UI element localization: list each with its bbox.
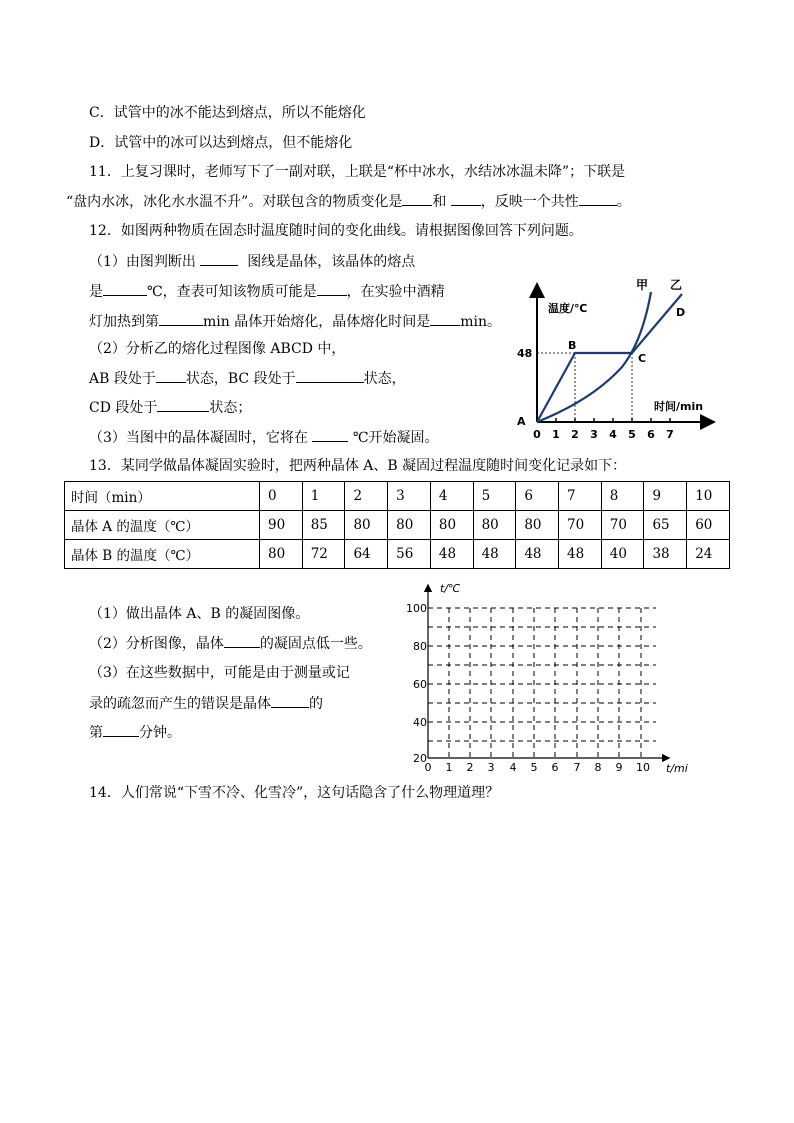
q13-p3-text-e: 分钟。 (139, 725, 181, 741)
q12-p1-text-d: ℃，查表可知该物质可能是 (147, 284, 317, 300)
q13-grid-lines (428, 608, 656, 758)
q13-blank-lower-crystal[interactable] (224, 633, 260, 648)
q13-y-tick: 100 (406, 602, 427, 615)
q13-p3-text-d: 第 (89, 725, 103, 741)
q13-answer-grid[interactable] (400, 580, 696, 776)
q12-p3-text-a: （3）当图中的晶体凝固时，它将在 (89, 430, 308, 446)
q12-blank-duration[interactable] (430, 311, 460, 326)
table-cell: 80 (430, 511, 473, 540)
q12-x-tick: 6 (647, 428, 655, 441)
q13-blank-crystal[interactable] (271, 693, 309, 708)
q13-x-tick: 1 (445, 761, 453, 774)
q12-p1-text-g: min 晶体开始熔化，晶体熔化时间是 (203, 314, 431, 330)
q13-y-tick: 20 (413, 752, 427, 765)
q12-p2-text-f: 状态； (209, 400, 252, 416)
table-cell: 90 (260, 511, 303, 540)
table-row (65, 511, 730, 540)
table-cell: 3 (388, 482, 431, 511)
q13-stem: 13．某同学做晶体凝固实验时，把两种晶体 A、B 凝固过程温度随时间变化记录如下： (89, 458, 627, 474)
q13-part3-line3 (89, 722, 181, 743)
q12-x-tick: 7 (666, 428, 674, 441)
table-cell: 40 (601, 540, 644, 569)
q12-p1-text-h: min。 (460, 314, 502, 330)
table-cell: 85 (302, 511, 345, 540)
q13-p2-text-b: 的凝固点低一些。 (259, 636, 372, 652)
q13-grid-xlabel: t/mi (666, 762, 688, 775)
q12-part3 (89, 427, 439, 448)
q12-p1-text-b: 图线是晶体，该晶体的熔点 (247, 254, 416, 270)
table-cell: 4 (430, 482, 473, 511)
q12-blank-cd[interactable] (157, 397, 209, 412)
q12-part2-line1: （2）分析乙的熔化过程图像 ABCD 中， (89, 341, 346, 357)
table-cell: 1 (302, 482, 345, 511)
table-cell: 80 (516, 511, 559, 540)
table-cell: 7 (559, 482, 602, 511)
q12-p1-text-c: 是 (89, 284, 103, 300)
q12-x-tick: 3 (590, 428, 598, 441)
q12-part1-line2 (89, 281, 445, 302)
q13-p3-text-c: 的 (309, 696, 323, 712)
table-cell: 48 (516, 540, 559, 569)
table-cell: 60 (687, 511, 730, 540)
q12-blank-ab[interactable] (156, 368, 186, 383)
table-cell: 70 (559, 511, 602, 540)
q12-p2-text-d: 状态， (363, 371, 406, 387)
q13-x-tick: 6 (551, 761, 559, 774)
q13-x-tick: 7 (573, 761, 581, 774)
q12-blank-freeze-temp[interactable] (312, 427, 348, 442)
table-row (65, 482, 730, 511)
q12-stem: 12．如图两种物质在固态时温度随时间的变化曲线。请根据图像回答下列问题。 (89, 223, 583, 239)
q13-y-tick: 80 (413, 640, 427, 653)
q12-label-a: A (517, 415, 526, 428)
q12-blank-bc[interactable] (296, 368, 364, 383)
q12-p1-text-a: （1）由图判断出 (89, 254, 196, 270)
table-cell: 24 (687, 540, 730, 569)
q13-x-tick: 10 (636, 761, 650, 774)
q12-y-tick-48: 48 (517, 347, 533, 360)
table-header-time: 时间（min） (65, 482, 260, 511)
q13-part3-line2 (89, 693, 323, 714)
q11-blank-2[interactable] (451, 191, 481, 206)
q12-blank-graph[interactable] (200, 251, 238, 266)
q12-label-yi: 乙 (670, 278, 683, 292)
q11-blank-1[interactable] (402, 191, 432, 206)
q12-label-c: C (638, 352, 647, 365)
table-cell: 70 (601, 511, 644, 540)
q13-part2 (89, 633, 372, 654)
table-cell: 48 (559, 540, 602, 569)
table-cell: 8 (601, 482, 644, 511)
q13-grid-ylabel: t/℃ (440, 582, 461, 595)
q13-x-tick: 3 (487, 761, 495, 774)
q12-part2-line3 (89, 397, 251, 418)
table-cell: 9 (644, 482, 687, 511)
q12-xlabel: 时间/min (654, 400, 704, 413)
q12-part1-line1 (89, 251, 415, 272)
q13-part1: （1）做出晶体 A、B 的凝固图像。 (89, 606, 310, 622)
q12-ylabel: 温度/℃ (548, 302, 588, 315)
q11-text-d: 。 (616, 194, 631, 210)
q12-p2-text-e: CD 段处于 (89, 400, 158, 416)
q13-y-tick: 60 (413, 678, 427, 691)
q12-x-tick: 1 (552, 428, 560, 441)
table-cell: 38 (644, 540, 687, 569)
table-cell: 48 (430, 540, 473, 569)
table-cell: 80 (260, 540, 303, 569)
q12-blank-melting-point[interactable] (103, 281, 147, 296)
q12-x-tick: 2 (571, 428, 579, 441)
table-cell: 6 (516, 482, 559, 511)
q11-text-b: 和 (432, 194, 447, 210)
q13-part3-line1: （3）在这些数据中，可能是由于测量或记 (89, 665, 350, 681)
q13-p3-text-b: 录的疏忽而产生的错误是晶体 (89, 696, 271, 712)
table-header-crystal-a: 晶体 A 的温度（℃） (65, 511, 260, 540)
q11-stem-line2 (66, 191, 631, 212)
q12-p3-text-b: ℃开始凝固。 (352, 430, 439, 446)
q10-option-c: C．试管中的冰不能达到熔点，所以不能熔化 (89, 105, 366, 121)
table-cell: 10 (687, 482, 730, 511)
table-cell: 64 (345, 540, 388, 569)
table-cell: 72 (302, 540, 345, 569)
q12-blank-substance[interactable] (317, 281, 347, 296)
q10-option-d: D．试管中的冰可以达到熔点，但不能熔化 (89, 135, 353, 151)
q13-x-tick: 2 (466, 761, 474, 774)
q12-blank-start-min[interactable] (159, 311, 203, 326)
q12-part1-line3 (89, 311, 501, 332)
q13-x-tick: 4 (509, 761, 517, 774)
q11-text-c: ，反映一个共性 (480, 194, 579, 210)
table-cell: 80 (388, 511, 431, 540)
q12-label-jia: 甲 (636, 278, 649, 292)
q12-p1-text-f: 灯加热到第 (89, 314, 159, 330)
q12-x-tick: 0 (533, 428, 541, 441)
table-row (65, 540, 730, 569)
q12-p2-text-b: AB 段处于 (89, 371, 156, 387)
q12-x-tick: 4 (609, 428, 617, 441)
table-header-crystal-b: 晶体 B 的温度（℃） (65, 540, 260, 569)
q13-x-tick: 9 (615, 761, 623, 774)
table-cell: 80 (345, 511, 388, 540)
q12-part2-line2 (89, 368, 406, 389)
q12-x-tick: 5 (628, 428, 636, 441)
q13-x-tick: 8 (594, 761, 602, 774)
q12-label-d: D (676, 306, 686, 319)
q12-label-b: B (568, 339, 577, 352)
q13-x-tick: 5 (530, 761, 538, 774)
table-cell: 5 (473, 482, 516, 511)
table-cell: 56 (388, 540, 431, 569)
q11-stem-line1: 11．上复习课时，老师写下了一副对联，上联是“杯中冰水，水结冰冰温未降”；下联是 (89, 164, 626, 180)
table-cell: 48 (473, 540, 516, 569)
q13-y-tick: 40 (413, 716, 427, 729)
q12-melting-graph (512, 272, 718, 444)
q12-p1-text-e: ，在实验中酒精 (346, 284, 445, 300)
q13-data-table (64, 481, 730, 569)
table-cell: 65 (644, 511, 687, 540)
table-cell: 0 (260, 482, 303, 511)
q13-x-tick: 0 (424, 761, 432, 774)
table-cell: 80 (473, 511, 516, 540)
q11-text-a: “盘内水冰，冰化水水温不升”。对联包含的物质变化是 (66, 194, 403, 210)
table-cell: 2 (345, 482, 388, 511)
q14-stem: 14．人们常说“下雪不冷、化雪冷”，这句话隐含了什么物理道理？ (89, 785, 500, 801)
q13-p2-text-a: （2）分析图像，晶体 (89, 636, 224, 652)
q12-p2-text-c: 状态，BC 段处于 (185, 371, 296, 387)
q11-blank-3[interactable] (579, 191, 617, 206)
q13-blank-minute[interactable] (103, 722, 139, 737)
